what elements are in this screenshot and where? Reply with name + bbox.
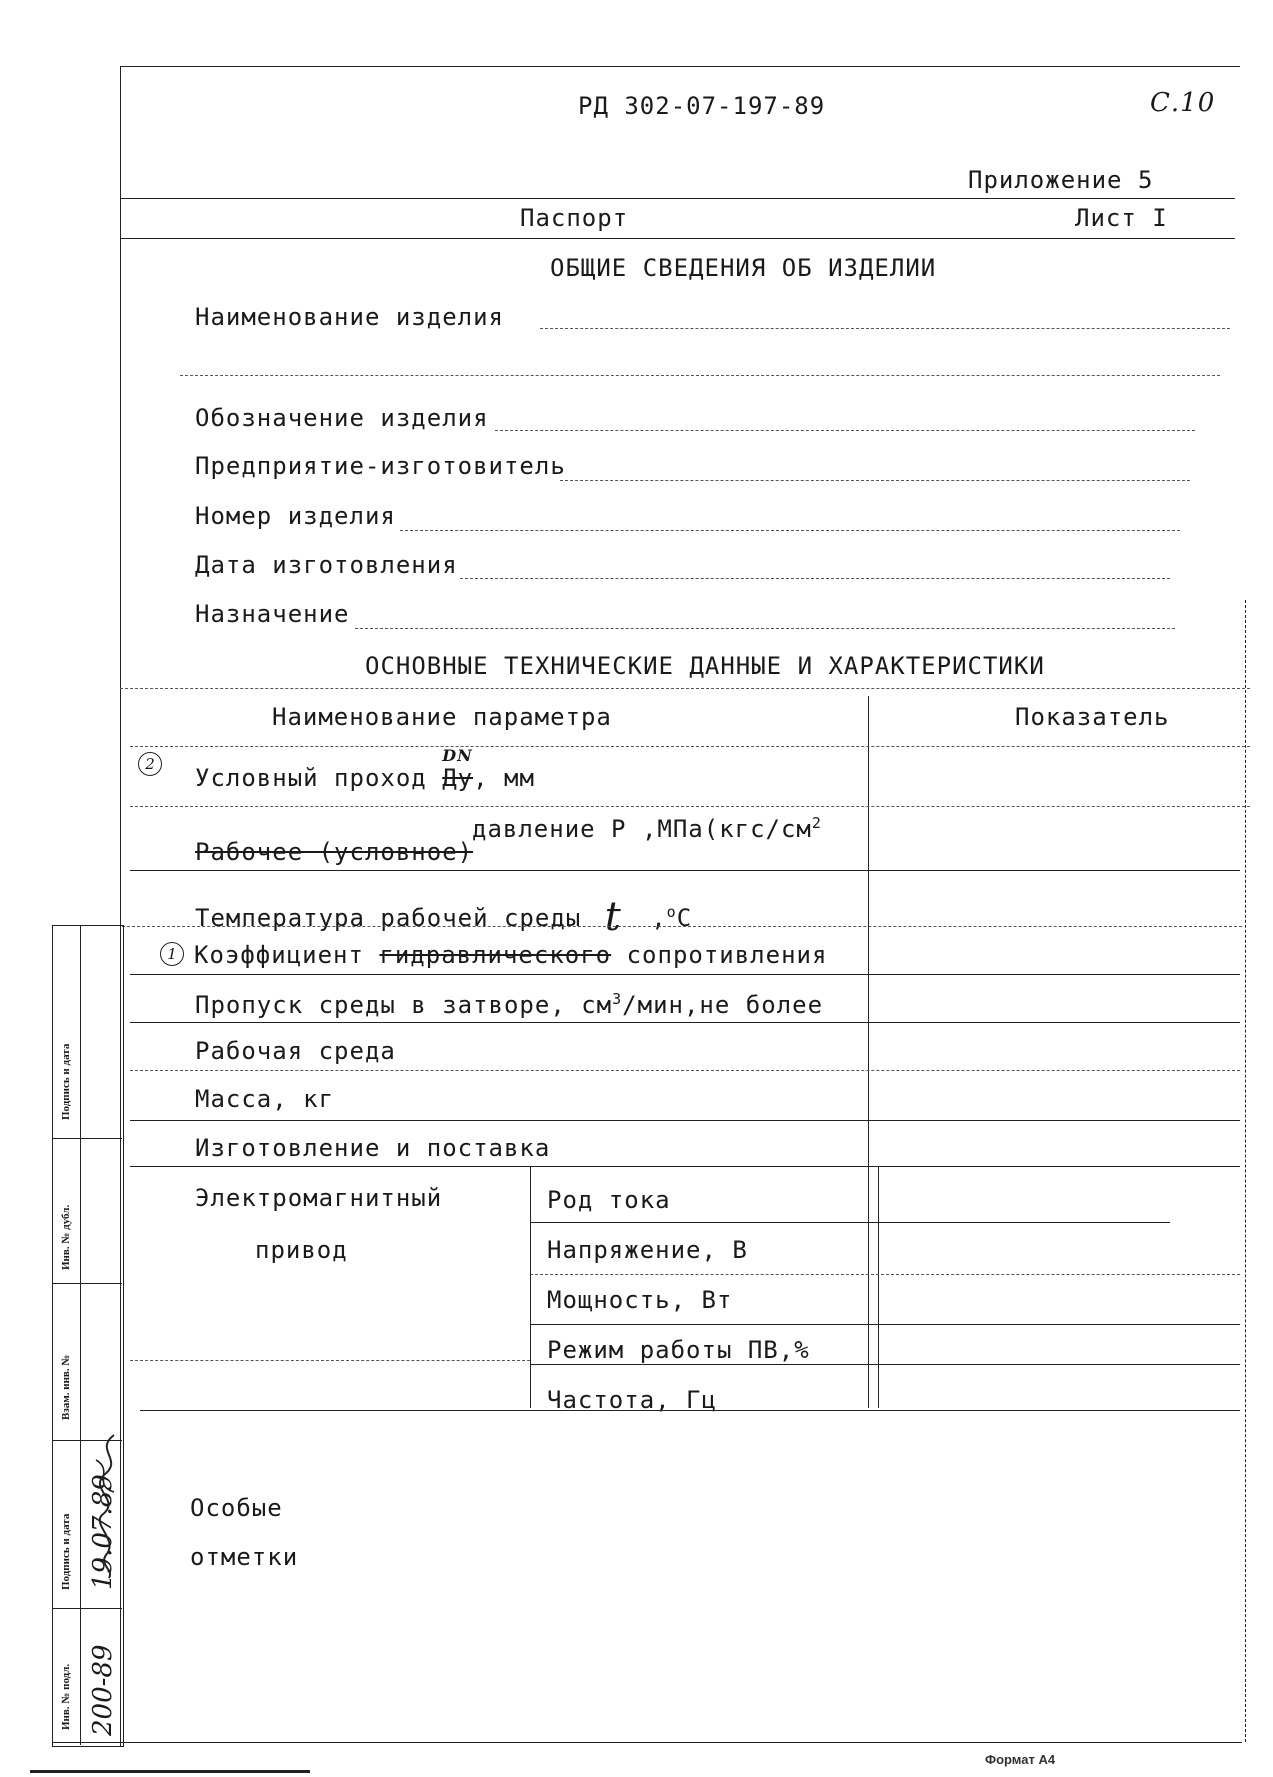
handwritten-date: 19.07.89 [88, 1474, 118, 1590]
passport-title: Паспорт [520, 204, 629, 232]
product-name-label: Наименование изделия [195, 303, 504, 331]
signature-date-bottom-label: Подпись и дата [60, 1513, 72, 1590]
product-number-label: Номер изделия [195, 502, 396, 530]
electromagnetic-drive-label: Электромагнитный [195, 1184, 443, 1212]
signature-date-top-label: Подпись и дата [60, 1043, 72, 1120]
product-designation-label: Обозначение изделия [195, 404, 489, 432]
format-label: Формат А4 [985, 1752, 1056, 1767]
manufacturer-label: Предприятие-изготовитель [195, 452, 566, 480]
replacement-inventory-label: Взам. инв. № [60, 1354, 72, 1420]
tech-data-heading: ОСНОВНЫЕ ТЕХНИЧЕСКИЕ ДАННЫЕ И ХАРАКТЕРИСТИКИ [365, 652, 1045, 680]
working-medium-row: Рабочая среда [195, 1037, 396, 1065]
power-row: Мощность, Вт [547, 1286, 733, 1314]
value-column-header: Показатель [1015, 703, 1170, 731]
purpose-label: Назначение [195, 600, 350, 628]
manufacture-date-label: Дата изготовления [195, 551, 458, 579]
special-notes-label-2: отметки [190, 1543, 299, 1571]
original-inventory-label: Инв. № подл. [60, 1663, 72, 1730]
resistance-coefficient-row: Коэффициент гидравлического сопротивления [194, 941, 828, 969]
duplicate-inventory-label: Инв. № дубл. [60, 1204, 72, 1270]
special-notes-label: Особые [190, 1494, 283, 1522]
revision-mark-1: 1 [160, 942, 184, 966]
sheet-label: Лист I [1075, 204, 1168, 232]
mass-row: Масса, кг [195, 1085, 335, 1113]
general-info-heading: ОБЩИЕ СВЕДЕНИЯ ОБ ИЗДЕЛИИ [550, 254, 937, 282]
param-column-header: Наименование параметра [272, 703, 612, 731]
signature [84, 1430, 132, 1580]
pressure-struck-text: Рабочее (условное) [195, 838, 474, 866]
duty-cycle-row: Режим работы ПВ,% [547, 1336, 810, 1364]
manufacture-supply-row: Изготовление и поставка [195, 1134, 551, 1162]
seat-leakage-row: Пропуск среды в затворе, $см^3/мин,не$ более [195, 990, 824, 1019]
handwritten-inventory-number: 200-89 [88, 1644, 118, 1736]
document-code: РД 302-07-197-89 [578, 92, 826, 120]
appendix-label: Приложение 5 [968, 166, 1154, 194]
dn-correction: DN [442, 746, 473, 765]
pressure-label: давление Р $,МПа(кгс/см^2$ [472, 814, 822, 843]
drive-label-line2: привод [255, 1236, 348, 1264]
revision-mark-2: 2 [138, 752, 162, 776]
frequency-row: Частота, Гц [547, 1386, 717, 1414]
temperature-row: Температура рабочей среды t ,$^o$C [195, 894, 693, 940]
temperature-symbol: t [604, 894, 622, 940]
page-number: С.10 [1150, 88, 1216, 118]
current-type-row: Род тока [547, 1186, 671, 1214]
voltage-row: Напряжение, В [547, 1236, 748, 1264]
nominal-diameter-row: Условный проход Ду DN , мм [195, 746, 535, 792]
